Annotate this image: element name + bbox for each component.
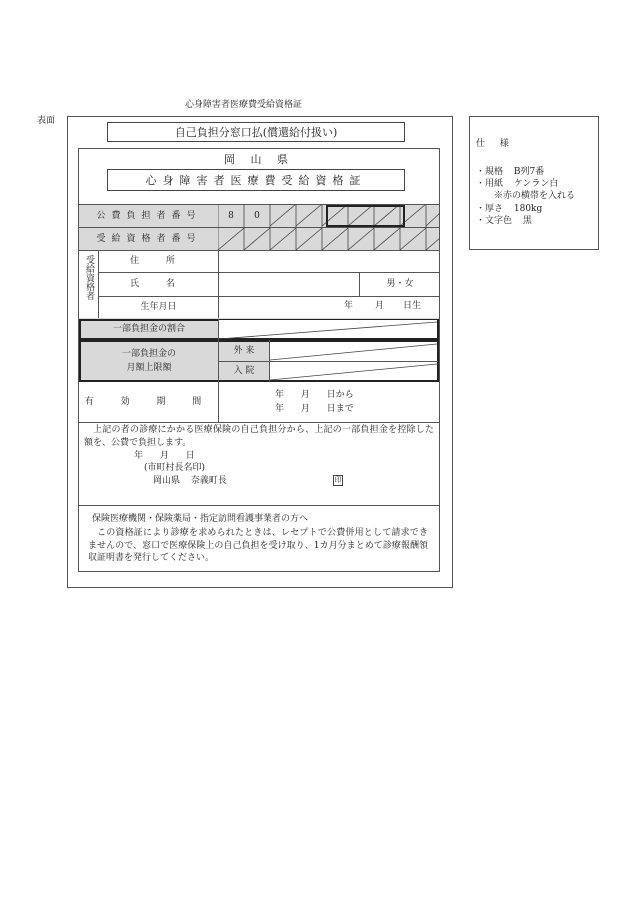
- copay-limit-label-line2: 月額上限額: [126, 363, 172, 373]
- copay-ratio-label: 一部負担金の割合: [112, 324, 185, 334]
- gender-field: 男・女: [386, 279, 414, 289]
- birthdate-label: 生年月日: [140, 302, 177, 312]
- section-divider: [78, 505, 440, 506]
- payer-digit-1: 8: [228, 210, 234, 221]
- specification-title: 仕 様: [476, 139, 515, 149]
- spec-item-text-color: ・文字色 黒: [476, 216, 532, 226]
- copay-ratio-strike: [219, 320, 437, 339]
- spec-item-red-band: ※赤の横帯を入れる: [494, 191, 576, 201]
- notice-date: 年 月 日: [134, 451, 195, 461]
- certificate-title-box: 心身障害者医療費受給資格証: [107, 169, 405, 191]
- copay-limit-label-line1: 一部負担金の: [121, 349, 176, 359]
- outpatient-label: 外 来: [233, 345, 255, 356]
- notice-issuer: 岡山県 奈義町長: [153, 476, 227, 486]
- specification-box: [469, 116, 599, 250]
- payer-digit-2: 0: [254, 210, 260, 221]
- birth-year-label: 年: [344, 301, 354, 311]
- birth-month-label: 月: [375, 301, 385, 311]
- spec-item-size: ・規格 B列7番: [476, 167, 545, 177]
- valid-to: 年 月 日まで: [275, 404, 354, 414]
- prefecture-name: 岡 山 県: [224, 152, 294, 166]
- front-side-label: 表面: [37, 116, 56, 126]
- validity-divider: [218, 382, 219, 422]
- public-payer-number-label: 公費負担者番号: [96, 210, 202, 221]
- footer-body: この資格証により診療を求められたときは、レセプトで公費併用として請求できませんので、窓口で医療保険上の自己負担を受け取り、1カ月分まとめて診療報酬領収証明書を発行してください。: [88, 528, 428, 563]
- notice-seal-note: (市町村長名印): [144, 463, 206, 473]
- validity-label: 有 効 期 間: [84, 397, 214, 407]
- copay-limit-strikes: [270, 341, 437, 381]
- footer-heading: 保険医療機関・保険薬局・指定訪問看護事業者の方へ: [92, 514, 309, 524]
- spec-item-thickness: ・厚さ 180kg: [476, 204, 543, 214]
- inpatient-label: 入 院: [233, 365, 255, 376]
- notice-text: 上記の者の診療にかかる医療保険の自己負担分から、上記の一部負担金を控除した額を、公費で負担します。: [84, 425, 434, 448]
- spec-item-paper: ・用紙 ケンラン白: [476, 179, 559, 189]
- document-title: 心身障害者医療費受給資格証: [185, 100, 303, 110]
- recipient-value-divider: [218, 250, 219, 318]
- birth-day-label: 日生: [403, 301, 422, 311]
- valid-from: 年 月 日から: [275, 390, 354, 400]
- address-label: 住 所: [130, 256, 187, 266]
- recipient-side-label: 受給資格者: [84, 255, 94, 300]
- row-divider: [78, 422, 440, 423]
- payment-type-box: 自己負担分窓口払(償還給付扱い): [107, 122, 405, 142]
- official-seal-mark: 印: [334, 476, 342, 484]
- check-digit-box: [326, 205, 405, 227]
- recipient-number-label: 受給資格者番号: [96, 233, 202, 244]
- name-label: 氏 名: [130, 279, 187, 289]
